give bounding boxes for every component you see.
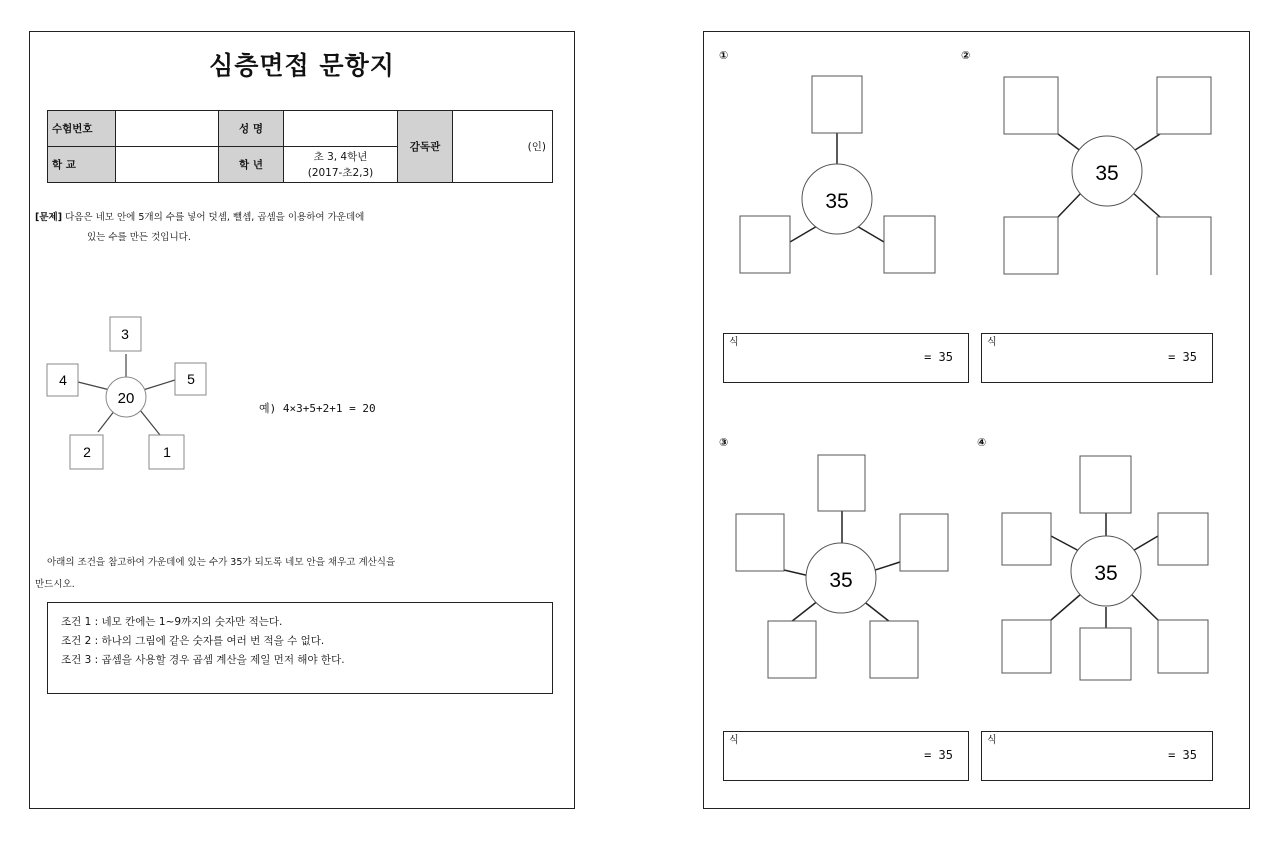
problem-4-label: ④ [977,436,987,449]
supervisor-label: 감독관 [398,111,453,183]
condition-item: 조건 2 : 하나의 그림에 같은 숫자를 여러 번 적을 수 없다. [61,635,325,647]
answer-box[interactable] [1004,77,1058,134]
problem-statement [35,208,565,248]
problem-2-figure [974,32,1244,332]
center-number: 35 [825,190,849,213]
answer-box[interactable] [768,621,816,678]
answer-box[interactable] [812,76,862,133]
condition-item: 조건 3 : 곱셈을 사용할 경우 곱셈 계산을 제일 먼저 해야 한다. [61,654,345,666]
answer-box[interactable] [1157,77,1211,134]
school-field[interactable] [116,147,219,183]
answer-box[interactable] [870,621,918,678]
answer-suffix: = 35 [924,350,953,364]
name-label: 성 명 [219,111,284,147]
answer-suffix: = 35 [1168,350,1197,364]
seal-field[interactable]: (인) [453,111,553,183]
problem-3-label: ③ [719,436,729,449]
answer-box[interactable] [1080,456,1131,513]
exam-no-field[interactable] [116,111,219,147]
problem-1-answer-box[interactable] [723,333,969,383]
answer-box[interactable] [818,455,865,511]
answer-box[interactable] [740,216,790,273]
answer-sheet-page [703,31,1250,809]
school-label: 학 교 [48,147,116,183]
example-center-number: 20 [117,390,135,407]
answer-box[interactable] [1002,513,1051,565]
problem-4-answer-box[interactable] [981,731,1213,781]
center-number: 35 [1094,562,1118,585]
problem-4-figure [974,432,1244,732]
name-field[interactable] [284,111,398,147]
problem-2-answer-box[interactable] [981,333,1213,383]
problem-line2: 있는 수를 만든 것입니다. [87,232,191,243]
example-box-number: 3 [121,326,129,342]
problem-1-figure [704,32,974,332]
problem-head: [문제] [35,212,63,223]
answer-suffix: = 35 [1168,748,1197,762]
center-number: 35 [1095,162,1119,185]
answer-box[interactable] [1004,217,1058,274]
grade-value-line2: (2017-초2,3) [307,166,374,179]
instruction [35,552,570,596]
example-figure [30,302,230,477]
grade-value [284,147,398,183]
problem-3-figure [704,432,974,732]
answer-box[interactable] [1158,620,1208,673]
answer-box[interactable] [900,514,948,571]
problem-1-label: ① [719,49,729,62]
instruction-line1: 아래의 조건을 참고하여 가운데에 있는 수가 35가 되도록 네모 안을 채우고 계산식을 [47,557,396,568]
answer-suffix: = 35 [924,748,953,762]
example-box-number: 2 [83,444,91,460]
problem-3-answer-box[interactable] [723,731,969,781]
answer-box[interactable] [1157,217,1211,275]
answer-box[interactable] [1080,628,1131,680]
problem-line1: 다음은 네모 안에 5개의 수를 넣어 덧셈, 뺄셈, 곱셈을 이용하여 가운데에 [65,212,365,223]
answer-prefix: 식 [729,735,739,746]
example-box-number: 1 [163,444,171,460]
example-box-number: 5 [187,371,195,387]
example-expression: 예) 4×3+5+2+1 = 20 [259,402,376,415]
info-table [47,110,553,183]
answer-prefix: 식 [987,337,997,348]
instruction-line2: 만드시오. [35,579,75,590]
answer-box[interactable] [736,514,784,571]
sheet-title: 심층면접 문항지 [209,51,395,80]
answer-box[interactable] [1158,513,1208,565]
grade-value-line1: 초 3, 4학년 [313,150,368,163]
problem-2-label: ② [961,49,971,62]
exam-no-label: 수험번호 [48,111,116,147]
answer-prefix: 식 [729,337,739,348]
center-number: 35 [829,569,853,592]
answer-box[interactable] [1002,620,1051,673]
condition-item: 조건 1 : 네모 칸에는 1~9까지의 숫자만 적는다. [61,616,283,628]
answer-prefix: 식 [987,735,997,746]
question-sheet-page [29,31,575,809]
conditions-box [47,602,553,694]
grade-label: 학 년 [219,147,284,183]
answer-box[interactable] [884,216,935,273]
example-box-number: 4 [59,372,67,388]
